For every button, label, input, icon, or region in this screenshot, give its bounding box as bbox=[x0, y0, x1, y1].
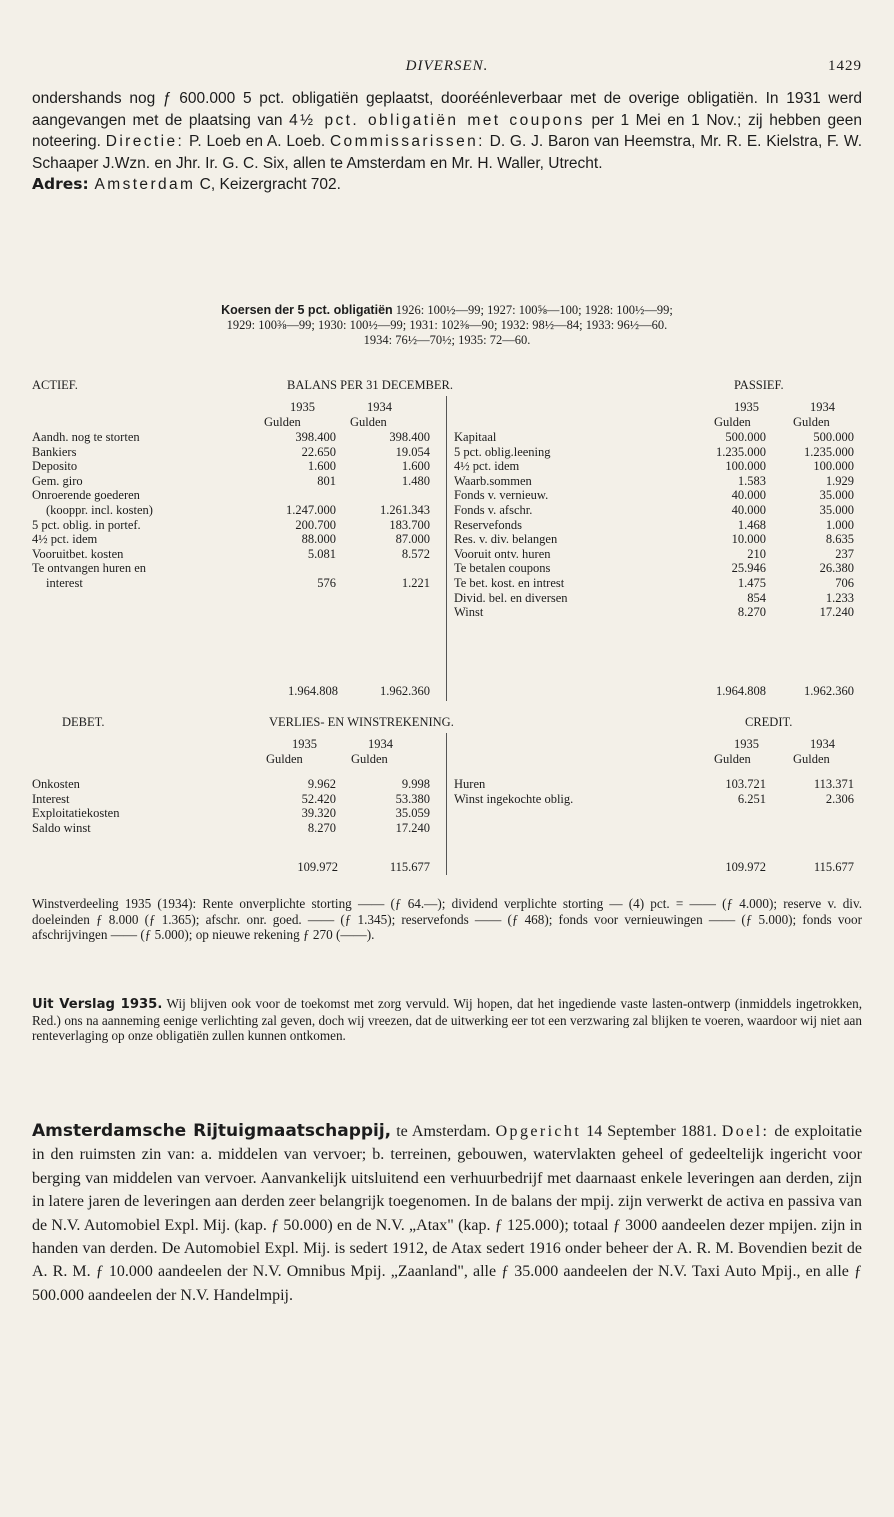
row-value-a: 88.000 bbox=[301, 532, 336, 547]
table-row bbox=[32, 474, 862, 488]
table-row bbox=[32, 445, 862, 459]
verlies-winst-table bbox=[32, 715, 862, 875]
row-value-a: 1.600 bbox=[307, 459, 336, 474]
doel-text: de exploitatie in den ruimsten zin van: a. middelen van vervoer; b. terreinen, gebouwen, watervlakten geheel of gedeeltelijk ingericht voor berging van middelen van vervoer. Aanvankelijk uitsluitend een verhuurbedrijf met daarnaast enkele leveringen aan derden, zijn in latere jaren de leveringen aan derden zeer belangrijk toegenomen. In de balans der mpij. zijn verwerkt de activa en passiva van de N.V. Automobiel Expl. Mij. (kap. ƒ 50.000) en de N.V. „Atax" (kap. ƒ 125.000); totaal ƒ 3000 aandeelen dezer mpijen. zijn in handen van derden. De Automobiel Expl. Mij. is sedert 1912, de Atax sedert 1916 onder beheer der A. R. M. Bovendien bezit de A. R. M. ƒ 10.000 aandeelen der N.V. Omnibus Mpij. „Zaanland", alle ƒ 35.000 aandeelen der N.V. Taxi Auto Mpij., en alle ƒ 500.000 aandeelen der N.V. Handelmpij. bbox=[32, 1123, 863, 1304]
commissarissen-names: D. G. J. Baron van Heemstra, Mr. R. E. Kielstra, F. W. Schaaper J.Wzn. en Jhr. Ir. G. C. Six, allen te Amsterdam en Mr. H. Waller, Utrecht. bbox=[32, 133, 862, 172]
row-value-a: 39.320 bbox=[301, 806, 336, 821]
rijtuig-paragraph bbox=[32, 1120, 862, 1307]
row-label: Winst ingekochte oblig. bbox=[454, 791, 574, 806]
row-label: Vooruitbet. kosten bbox=[32, 546, 124, 561]
row-label: Reservefonds bbox=[454, 517, 523, 532]
row-value-b: 26.380 bbox=[819, 561, 854, 576]
row-value-a: 1.583 bbox=[737, 473, 766, 488]
balans-table bbox=[32, 378, 862, 708]
activa-unit-a: Gulden bbox=[264, 415, 301, 429]
row-value-b: 8.635 bbox=[825, 532, 854, 547]
intro-text-1: ondershands nog ƒ 600.000 5 pct. obligatiën geplaatst, dooréénleverbaar met de overige obligatiën. In 1931 werd aangevangen met de plaatsing van bbox=[32, 90, 862, 129]
credit-unit-a: Gulden bbox=[714, 752, 751, 766]
koersen-line-3: 1934: 76½—70½; 1935: 72—60. bbox=[363, 333, 531, 347]
activa-total-a: 1.964.808 bbox=[288, 684, 338, 698]
row-value-a: 398.400 bbox=[295, 430, 336, 444]
row-value-a: 8.270 bbox=[307, 820, 336, 835]
table-row bbox=[32, 576, 862, 590]
table-row bbox=[32, 561, 862, 575]
row-value-b: 398.400 bbox=[389, 430, 430, 444]
row-value-b: 706 bbox=[835, 576, 854, 590]
adres-street: C, Keizergracht 702. bbox=[195, 176, 341, 194]
debet-total-b: 115.677 bbox=[389, 860, 430, 874]
vw-title: VERLIES- EN WINSTREKENING. bbox=[269, 715, 454, 729]
row-label: Bankiers bbox=[32, 444, 77, 459]
row-value-a: 801 bbox=[317, 473, 336, 488]
table-row bbox=[32, 459, 862, 473]
passiva-unit-b: Gulden bbox=[793, 415, 830, 429]
row-value-b: 1.929 bbox=[825, 473, 854, 488]
company-name: Amsterdamsche Rijtuigmaatschappij, bbox=[32, 1121, 392, 1141]
row-value-b: 2.306 bbox=[825, 791, 854, 806]
balans-title: BALANS PER 31 DECEMBER. bbox=[287, 378, 453, 392]
debet-total-a: 109.972 bbox=[297, 860, 338, 874]
koersen-label: Koersen der 5 pct. obligatiën bbox=[221, 303, 393, 317]
table-row bbox=[32, 605, 862, 619]
row-value-a: 40.000 bbox=[731, 488, 766, 503]
running-title: DIVERSEN. bbox=[405, 58, 489, 74]
row-value-a: 854 bbox=[747, 590, 766, 605]
row-label: Kapitaal bbox=[454, 430, 497, 444]
row-value-b: 500.000 bbox=[813, 430, 854, 444]
table-row bbox=[32, 488, 862, 502]
row-label: Waarb.sommen bbox=[454, 473, 532, 488]
opgericht-label: Opgericht bbox=[495, 1123, 582, 1140]
row-value-b: 1.600 bbox=[401, 459, 430, 474]
row-label: Exploitatiekosten bbox=[32, 806, 120, 821]
row-label: Interest bbox=[32, 791, 70, 806]
row-value-b: 53.380 bbox=[395, 791, 430, 806]
row-value-a: 52.420 bbox=[301, 791, 336, 806]
koersen-line-1: 1926: 100½—99; 1927: 100⅝—100; 1928: 100½—99; bbox=[392, 303, 673, 317]
row-value-b: 183.700 bbox=[389, 517, 430, 532]
row-value-b: 237 bbox=[835, 546, 854, 561]
table-row bbox=[32, 806, 862, 820]
passiva-total-a: 1.964.808 bbox=[716, 684, 766, 698]
row-value-b: 19.054 bbox=[395, 444, 430, 459]
table-row bbox=[32, 777, 862, 791]
row-value-a: 40.000 bbox=[731, 503, 766, 517]
row-label: 5 pct. oblig. in portef. bbox=[32, 517, 141, 532]
commissarissen-label: Commissarissen: bbox=[329, 133, 485, 151]
debet-unit-a: Gulden bbox=[266, 752, 303, 766]
activa-total-b: 1.962.360 bbox=[380, 684, 430, 698]
passiva-unit-a: Gulden bbox=[714, 415, 751, 429]
passiva-year-b: 1934 bbox=[810, 400, 835, 414]
row-value-a: 100.000 bbox=[725, 459, 766, 474]
row-label: 5 pct. oblig.leening bbox=[454, 444, 551, 459]
vw-divider bbox=[446, 733, 447, 875]
row-label: Vooruit ontv. huren bbox=[454, 546, 551, 561]
verslag-label: Uit Verslag 1935. bbox=[32, 997, 163, 1012]
page-number: 1429 bbox=[828, 58, 862, 74]
row-value-a: 10.000 bbox=[731, 532, 766, 547]
row-label: Fonds v. vernieuw. bbox=[454, 488, 549, 503]
debet-title: DEBET. bbox=[62, 715, 105, 729]
row-label: Huren bbox=[454, 777, 486, 791]
table-row bbox=[32, 503, 862, 517]
passief-title: PASSIEF. bbox=[734, 378, 784, 392]
table-row bbox=[32, 547, 862, 561]
row-value-a: 1.247.000 bbox=[286, 503, 336, 517]
row-label: Te bet. kost. en intrest bbox=[454, 576, 565, 590]
debet-unit-b: Gulden bbox=[351, 752, 388, 766]
credit-year-b: 1934 bbox=[810, 737, 835, 751]
debet-year-a: 1935 bbox=[292, 737, 317, 751]
actief-title: ACTIEF. bbox=[32, 378, 78, 392]
verslag-text: Wij blijven ook voor de toekomst met zorg vervuld. Wij hopen, dat het ingediende vaste lasten-ontwerp (inmiddels ingetrokken, Red.) ons na aanneming eenige verlichting zal geven, doch wij vreezen, dat de uitwerking eer tot een verzwaring zal blijken te voeren, waardoor wij niet aan renteverlaging op onze obligatiën zullen kunnen ontkomen. bbox=[32, 996, 862, 1044]
row-value-b: 1.261.343 bbox=[380, 503, 430, 517]
row-value-a: 25.946 bbox=[731, 561, 766, 576]
row-value-b: 1.235.000 bbox=[804, 444, 854, 459]
row-label: Onkosten bbox=[32, 777, 80, 791]
directie-names: P. Loeb en A. Loeb. bbox=[184, 133, 330, 151]
intro-text-3: per 1 Mei en 1 Nov.; zij hebben geen noteering. bbox=[32, 111, 862, 151]
row-label: Deposito bbox=[32, 459, 78, 474]
row-value-b: 1.233 bbox=[825, 590, 854, 605]
balans-divider bbox=[446, 396, 447, 701]
row-value-b: 9.998 bbox=[401, 777, 430, 791]
row-value-a: 200.700 bbox=[295, 517, 336, 532]
row-value-a: 22.650 bbox=[301, 444, 336, 459]
koersen-block bbox=[32, 303, 862, 348]
row-label: Saldo winst bbox=[32, 820, 91, 835]
row-value-a: 210 bbox=[747, 546, 766, 561]
table-row bbox=[32, 591, 862, 605]
row-value-a: 8.270 bbox=[737, 605, 766, 620]
table-row bbox=[32, 821, 862, 835]
row-value-a: 1.235.000 bbox=[716, 444, 766, 459]
row-value-b: 35.059 bbox=[395, 806, 430, 821]
intro-obligaties: 4½ pct. obligatiën met coupons bbox=[289, 111, 585, 129]
credit-year-a: 1935 bbox=[734, 737, 759, 751]
row-value-a: 1.468 bbox=[737, 517, 766, 532]
row-value-b: 113.371 bbox=[813, 777, 854, 791]
table-row bbox=[32, 518, 862, 532]
row-label: 4½ pct. idem bbox=[32, 532, 98, 547]
row-value-b: 35.000 bbox=[819, 503, 854, 517]
row-label: 4½ pct. idem bbox=[454, 459, 520, 474]
row-label: (kooppr. incl. kosten) bbox=[46, 503, 153, 517]
row-label: Onroerende goederen bbox=[32, 488, 140, 503]
row-value-a: 6.251 bbox=[737, 791, 766, 806]
row-label: Aandh. nog te storten bbox=[32, 430, 140, 444]
row-value-a: 500.000 bbox=[725, 430, 766, 444]
row-value-b: 1.000 bbox=[825, 517, 854, 532]
row-value-b: 35.000 bbox=[819, 488, 854, 503]
row-label: Te ontvangen huren en bbox=[32, 561, 147, 576]
row-value-b: 100.000 bbox=[813, 459, 854, 474]
row-value-a: 576 bbox=[317, 576, 336, 590]
credit-total-a: 109.972 bbox=[725, 860, 766, 874]
adres-city: Amsterdam bbox=[88, 176, 196, 194]
debet-year-b: 1934 bbox=[368, 737, 393, 751]
passiva-year-a: 1935 bbox=[734, 400, 759, 414]
credit-title: CREDIT. bbox=[745, 715, 793, 729]
company-city: te Amsterdam. bbox=[391, 1123, 496, 1140]
row-value-b: 17.240 bbox=[819, 605, 854, 620]
row-label: interest bbox=[46, 576, 83, 590]
directie-label: Directie: bbox=[105, 133, 185, 151]
adres-label: Adres: bbox=[32, 175, 89, 194]
table-row bbox=[32, 792, 862, 806]
row-value-a: 1.475 bbox=[737, 576, 766, 590]
row-value-b: 8.572 bbox=[401, 546, 430, 561]
activa-year-a: 1935 bbox=[290, 400, 315, 414]
verslag-paragraph bbox=[32, 996, 862, 1044]
passiva-total-b: 1.962.360 bbox=[804, 684, 854, 698]
doel-label: Doel: bbox=[721, 1123, 770, 1140]
table-row bbox=[32, 430, 862, 444]
row-label: Te betalen coupons bbox=[454, 561, 551, 576]
row-value-b: 17.240 bbox=[395, 820, 430, 835]
row-value-b: 1.221 bbox=[401, 576, 430, 590]
row-label: Divid. bel. en diversen bbox=[454, 590, 568, 605]
row-label: Gem. giro bbox=[32, 473, 83, 488]
page-header bbox=[32, 58, 862, 80]
opgericht-date: 14 September 1881. bbox=[581, 1123, 722, 1140]
row-value-a: 5.081 bbox=[307, 546, 336, 561]
activa-year-b: 1934 bbox=[367, 400, 392, 414]
row-value-a: 103.721 bbox=[725, 777, 766, 791]
row-value-a: 9.962 bbox=[307, 777, 336, 791]
table-row bbox=[32, 532, 862, 546]
intro-paragraph bbox=[32, 88, 862, 196]
winstverdeeling-paragraph: Winstverdeeling 1935 (1934): Rente onverplichte storting —— (ƒ 64.—); dividend verplichte storting — (4) pct. = —— (ƒ 4.000); reserve v. div. doeleinden ƒ 8.000 (ƒ 1.365); afschr. onr. goed. —— (ƒ 1.345); reservefonds —— (ƒ 468); fonds voor vernieuwingen —— (ƒ 5.000); fonds voor afschrijvingen —— (ƒ 5.000); op nieuwe rekening ƒ 270 (——). bbox=[32, 896, 862, 943]
credit-total-b: 115.677 bbox=[813, 860, 854, 874]
row-label: Fonds v. afschr. bbox=[454, 503, 533, 517]
row-label: Res. v. div. belangen bbox=[454, 532, 558, 547]
row-value-b: 1.480 bbox=[401, 473, 430, 488]
credit-unit-b: Gulden bbox=[793, 752, 830, 766]
row-value-b: 87.000 bbox=[395, 532, 430, 547]
koersen-line-2: 1929: 100⅜—99; 1930: 100½—99; 1931: 102⅜—90; 1932: 98½—84; 1933: 96½—60. bbox=[226, 318, 668, 332]
row-label: Winst bbox=[454, 605, 484, 620]
activa-unit-b: Gulden bbox=[350, 415, 387, 429]
